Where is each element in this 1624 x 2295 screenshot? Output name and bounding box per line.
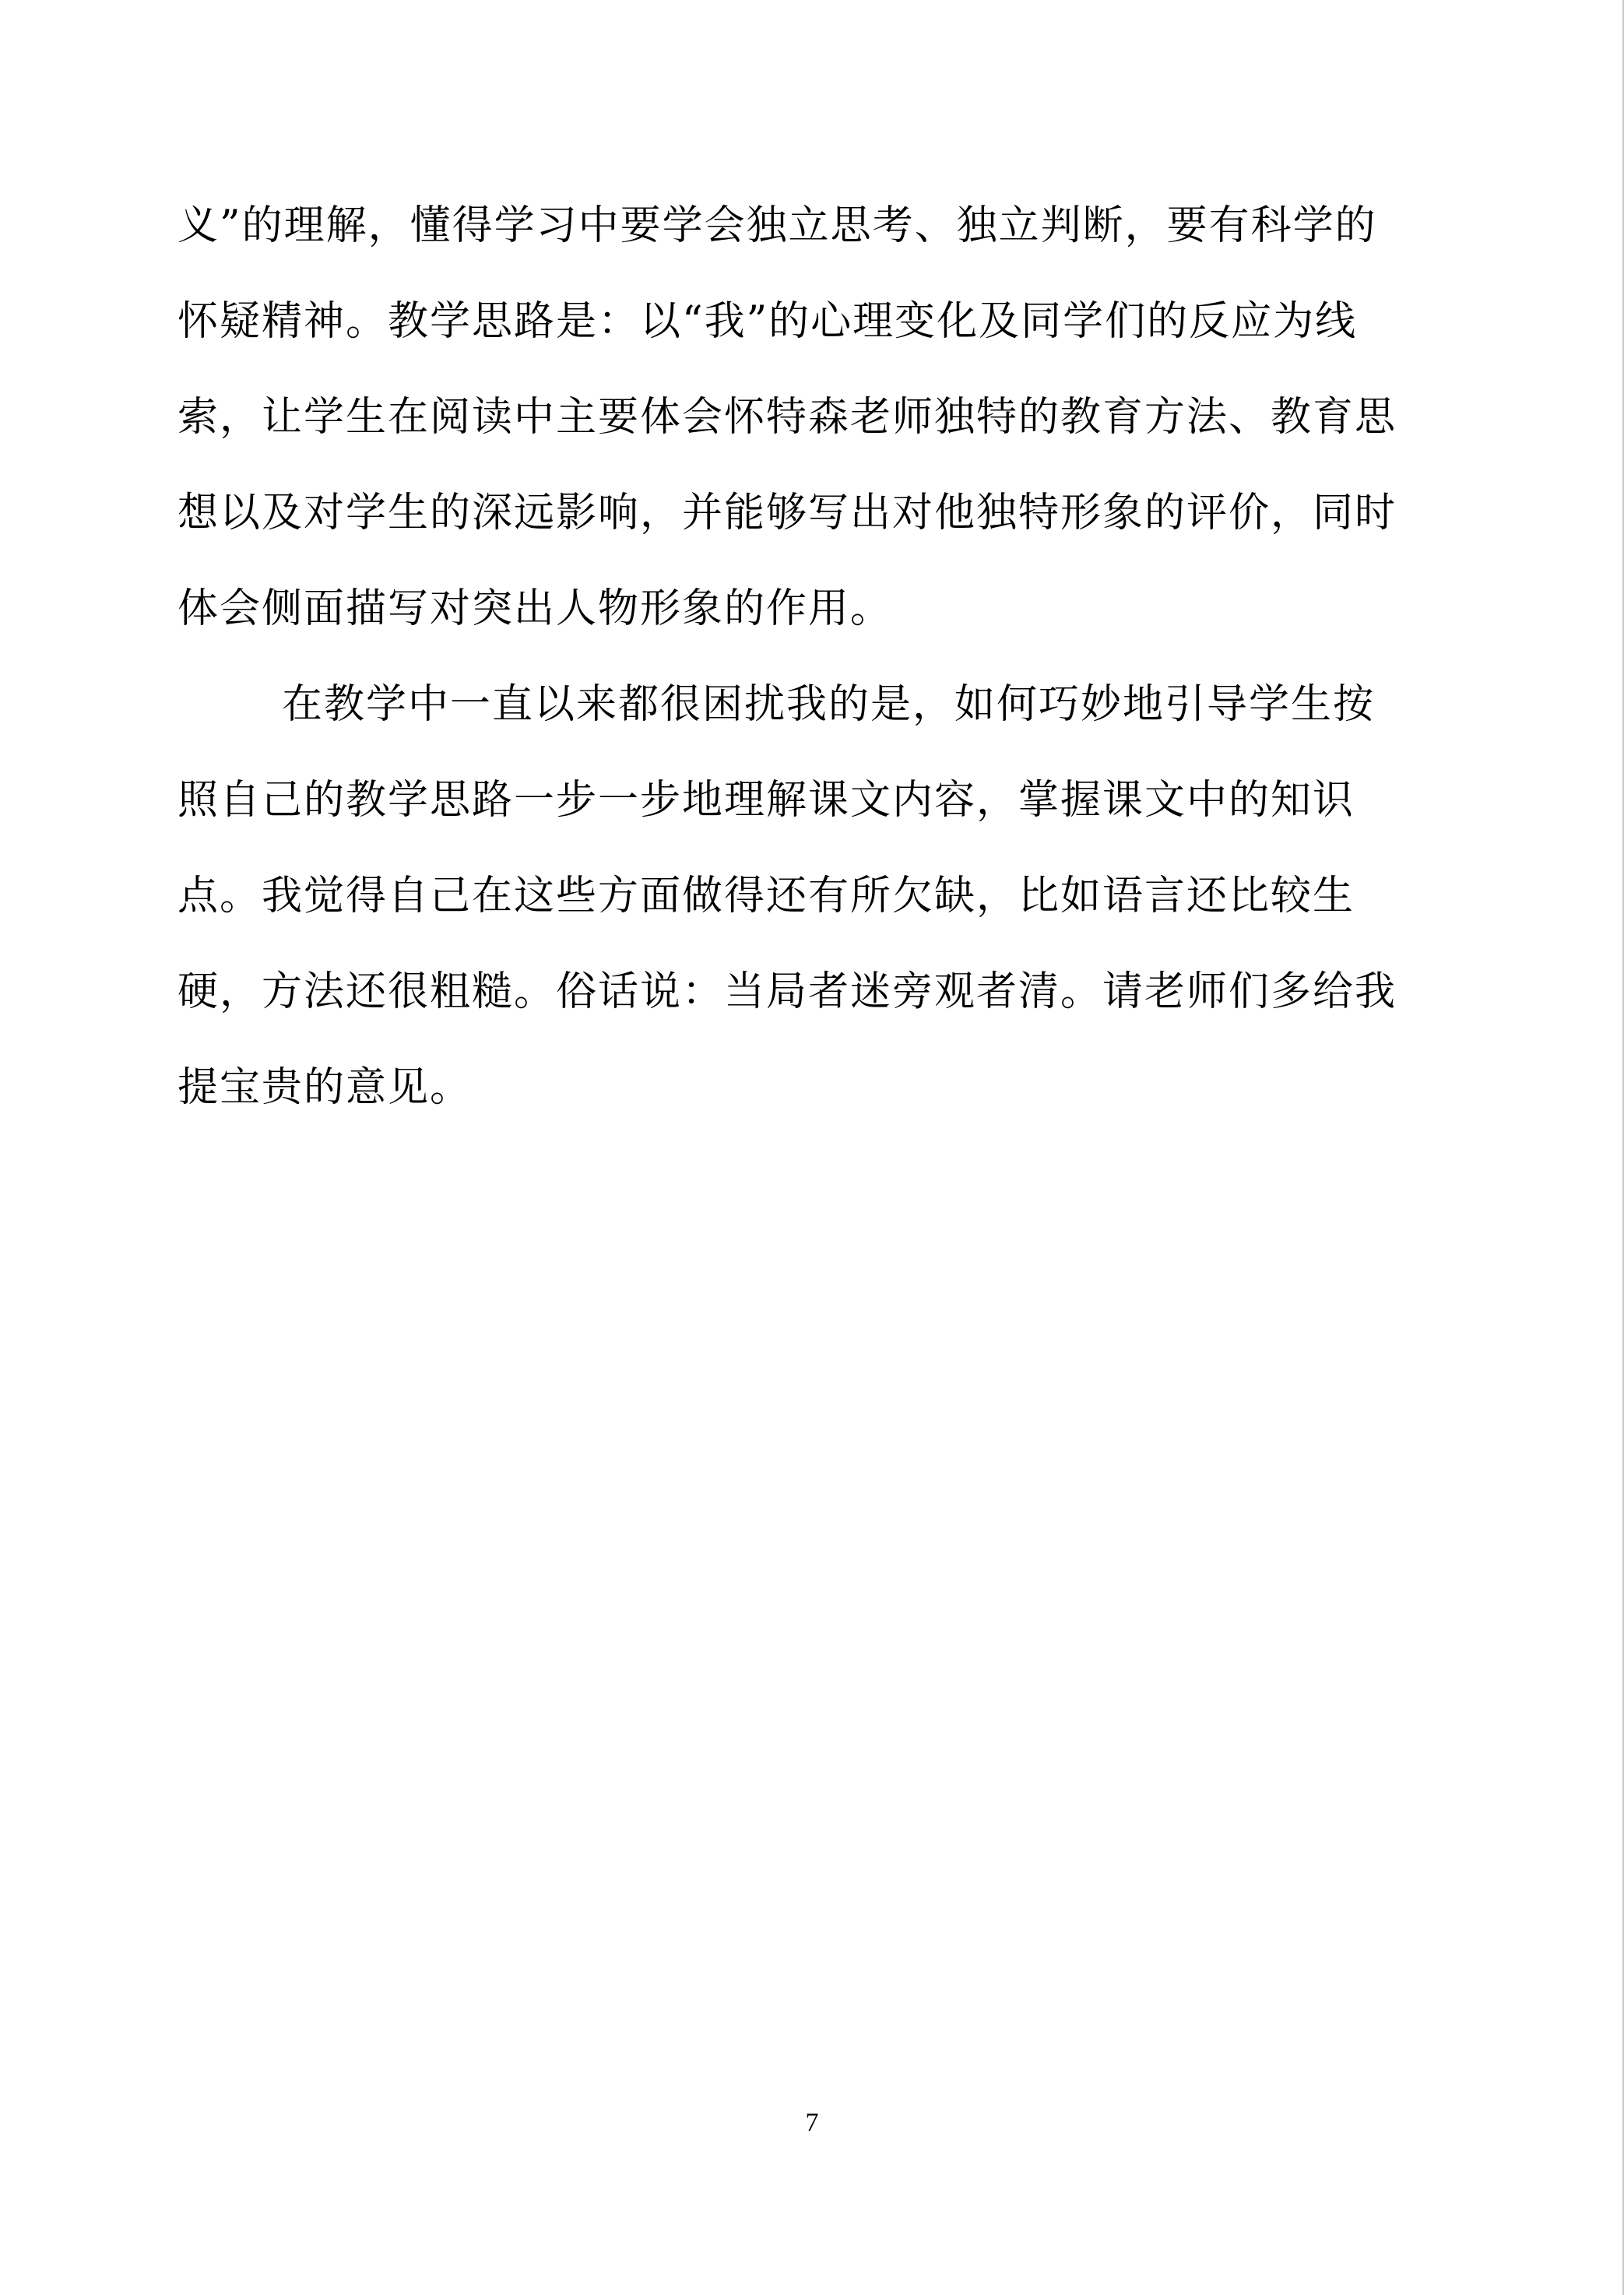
paragraph-2-line-2: 照自己的教学思路一步一步地理解课文内容，掌握课文中的知识 xyxy=(178,777,1355,824)
paragraph-1-line-4: 想以及对学生的深远影响，并能够写出对他独特形象的评价，同时 xyxy=(178,490,1397,536)
paragraph-2-line-5: 提宝贵的意见。 xyxy=(178,1064,473,1111)
paragraph-1-line-2: 怀疑精神。教学思路是：以“我”的心理变化及同学们的反应为线 xyxy=(178,298,1358,345)
paragraph-1-line-3: 索，让学生在阅读中主要体会怀特森老师独特的教育方法、教育思 xyxy=(178,394,1397,441)
paragraph-1-line-5: 体会侧面描写对突出人物形象的作用。 xyxy=(178,585,893,632)
paragraph-2-line-3: 点。我觉得自己在这些方面做得还有所欠缺，比如语言还比较生 xyxy=(178,873,1355,919)
document-body xyxy=(178,188,1454,1146)
paragraph-2-line-4: 硬，方法还很粗糙。俗话说：当局者迷旁观者清。请老师们多给我 xyxy=(178,968,1397,1015)
paragraph-2-line-1: 在教学中一直以来都很困扰我的是，如何巧妙地引导学生按 xyxy=(282,681,1376,728)
paragraph-1-line-1: 义”的理解，懂得学习中要学会独立思考、独立判断，要有科学的 xyxy=(178,202,1377,249)
page-number: 7 xyxy=(805,2108,819,2137)
